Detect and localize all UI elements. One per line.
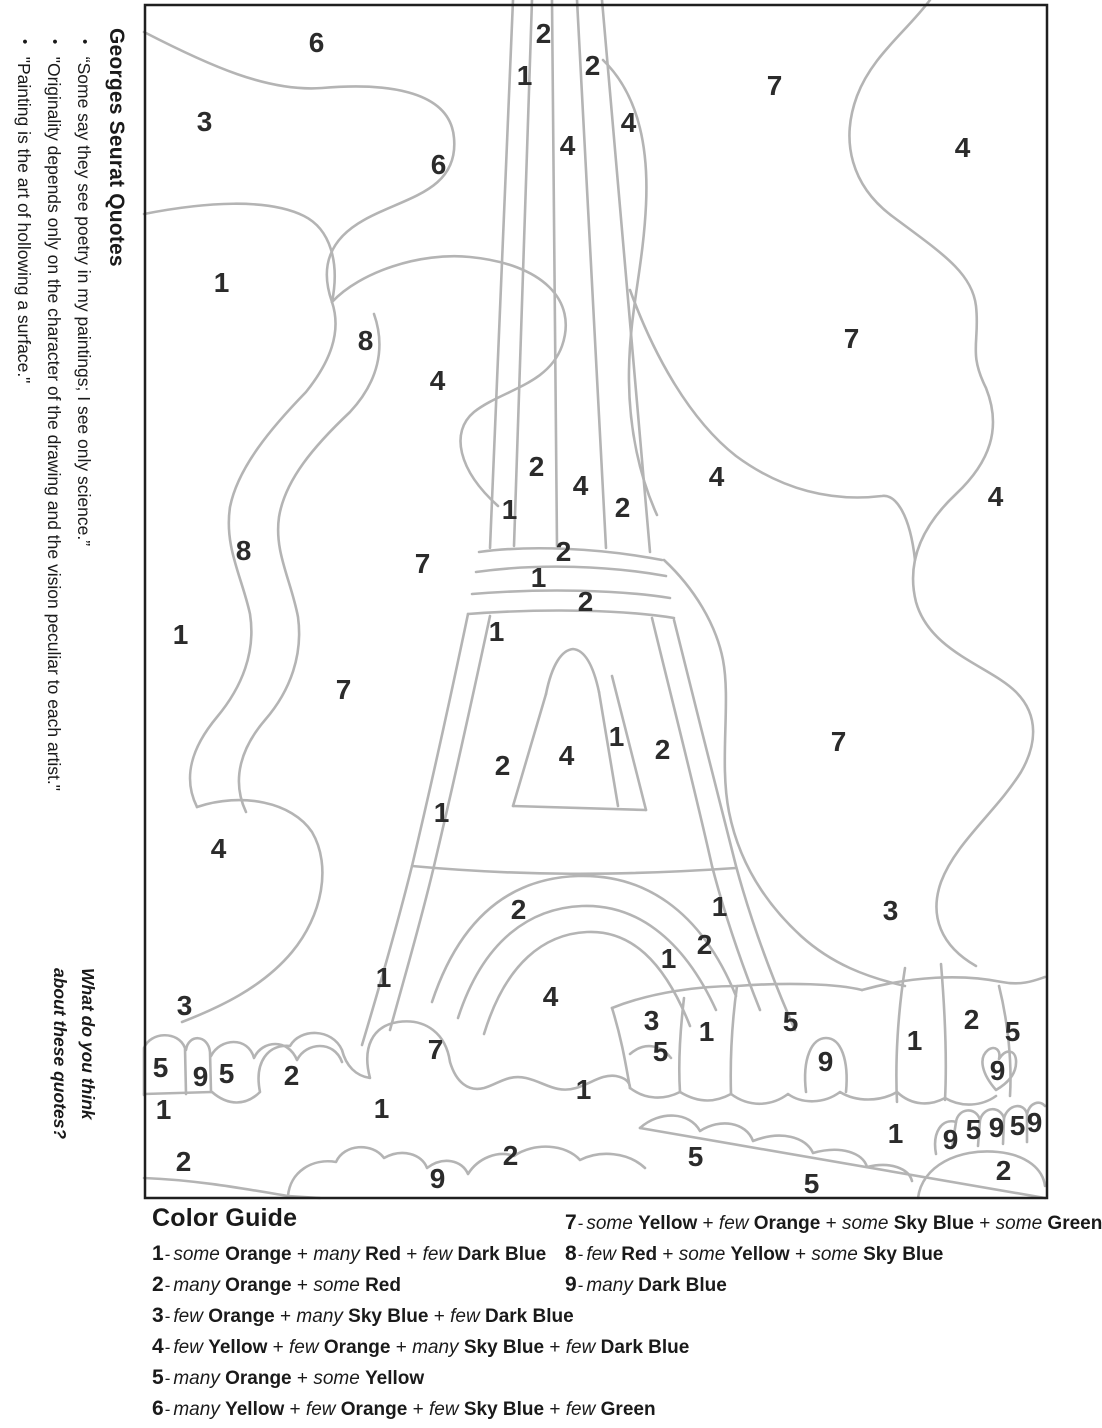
quantity-word: few (428, 1399, 459, 1420)
region-number-2: 2 (175, 1146, 191, 1177)
region-number-9: 9 (429, 1163, 445, 1194)
color-name: Dark Blue (600, 1337, 690, 1358)
window-apex (546, 649, 599, 694)
tower-right-sweep (664, 560, 905, 986)
window-left-side (513, 694, 546, 806)
plus-sign: + (979, 1213, 991, 1234)
cloud-upper-right-divider (630, 290, 915, 560)
bushes-center (288, 1147, 645, 1196)
region-number-4: 4 (559, 130, 575, 161)
region-number-1: 1 (887, 1118, 903, 1149)
quantity-word: many (412, 1337, 459, 1358)
color-name: Dark Blue (484, 1306, 574, 1327)
arch-arc-inner (484, 932, 690, 1034)
region-number-1: 1 (906, 1025, 922, 1056)
color-guide-item-dash: - (577, 1214, 584, 1233)
platform1-line-2 (476, 567, 666, 576)
region-number-2: 2 (528, 451, 544, 482)
color-name: Sky Blue (863, 1244, 944, 1265)
region-number-2: 2 (654, 734, 670, 765)
arch-arc-outer (432, 876, 736, 1002)
color-name: Sky Blue (893, 1213, 974, 1234)
region-number-1: 1 (488, 616, 504, 647)
region-number-3: 3 (176, 990, 192, 1021)
tree-cluster-top-right (862, 977, 1045, 990)
color-guide-item-number: 4 (152, 1335, 164, 1358)
color-guide-item-number: 2 (152, 1273, 164, 1296)
color-name: Sky Blue (348, 1306, 429, 1327)
color-name: Red (621, 1244, 658, 1265)
color-guide-item-number: 7 (565, 1211, 577, 1234)
region-number-2: 2 (696, 929, 712, 960)
region-number-8: 8 (235, 535, 251, 566)
tree-baseline-left (144, 1092, 212, 1094)
plus-sign: + (280, 1306, 292, 1327)
color-guide-item-number: 8 (565, 1242, 577, 1265)
quantity-word: many (586, 1275, 633, 1296)
color-guide-item-dash: - (164, 1369, 171, 1388)
region-number-2: 2 (555, 536, 571, 567)
cloud-right-s-curve (850, 0, 1034, 966)
quantity-word: few (173, 1306, 203, 1327)
quantity-word: some (313, 1368, 360, 1389)
color-name: Sky Blue (463, 1337, 545, 1358)
color-guide-item-dash: - (164, 1276, 171, 1295)
sidebar-title: Georges Seurat Quotes (105, 28, 128, 267)
color-guide-item-number: 1 (152, 1242, 164, 1265)
region-number-5: 5 (218, 1058, 234, 1089)
region-number-2: 2 (584, 50, 600, 81)
color-name: Sky Blue (463, 1399, 545, 1420)
region-number-1: 1 (660, 943, 676, 974)
color-name: Red (365, 1244, 401, 1265)
color-guide-item-dash: - (164, 1245, 171, 1264)
quantity-word: many (173, 1368, 220, 1389)
plus-sign: + (289, 1399, 301, 1420)
color-name: Orange (208, 1306, 275, 1327)
region-number-5: 5 (1004, 1016, 1020, 1047)
region-number-1: 1 (501, 494, 517, 525)
plus-sign: + (702, 1213, 714, 1234)
region-number-3: 3 (643, 1005, 659, 1036)
plus-sign: + (412, 1399, 424, 1420)
quote-3: • "Painting is the art of hollowing a surface." (13, 28, 34, 1208)
color-name: Orange (753, 1213, 821, 1234)
quantity-word: few (718, 1213, 749, 1234)
quantity-word: some (586, 1213, 633, 1234)
region-number-9: 9 (989, 1055, 1005, 1086)
region-number-1: 1 (433, 797, 449, 828)
plus-sign: + (296, 1368, 309, 1389)
color-guide-item-5 (152, 1366, 689, 1397)
region-number-1: 1 (575, 1074, 591, 1105)
region-number-2: 2 (995, 1155, 1011, 1186)
region-number-6: 6 (308, 27, 324, 58)
region-number-9: 9 (192, 1061, 208, 1092)
region-number-2: 2 (577, 586, 593, 617)
region-number-4: 4 (210, 833, 226, 864)
tree-cell-line-3 (731, 986, 737, 1094)
quote-2: • "Originality depends only on the character of the drawing and the vision peculiar to each artist." (43, 28, 64, 1208)
plus-sign: + (433, 1306, 445, 1327)
color-name: Green (600, 1399, 656, 1420)
color-guide (152, 1204, 1102, 1420)
tree-cell-line-4 (896, 968, 905, 1102)
color-name: Orange (323, 1337, 391, 1358)
quantity-word: few (289, 1337, 319, 1358)
plus-sign: + (395, 1337, 407, 1358)
region-number-9: 9 (942, 1124, 958, 1155)
quantity-word: many (173, 1275, 220, 1296)
region-number-2: 2 (502, 1140, 518, 1171)
plus-sign: + (549, 1399, 561, 1420)
color-name: Dark Blue (457, 1244, 547, 1265)
region-number-1: 1 (698, 1016, 714, 1047)
color-name: Yellow (638, 1213, 698, 1234)
color-guide-item-number: 3 (152, 1304, 164, 1327)
color-guide-item-dash: - (164, 1400, 171, 1419)
quantity-word: many (173, 1399, 220, 1420)
color-name: Yellow (225, 1399, 285, 1420)
region-number-7: 7 (766, 70, 782, 101)
region-number-7: 7 (414, 548, 430, 579)
cloud-divider (144, 204, 335, 302)
color-name: Orange (225, 1275, 292, 1296)
region-number-9: 9 (817, 1046, 833, 1077)
quantity-word: few (173, 1337, 203, 1358)
color-guide-item-4 (152, 1335, 689, 1366)
tower-spire-line-5 (602, 0, 650, 552)
region-number-7: 7 (335, 674, 351, 705)
plus-sign: + (296, 1244, 309, 1265)
tower-spire-line-4 (577, 0, 606, 548)
tree-cell-line-5 (941, 964, 946, 1100)
region-number-1: 1 (155, 1094, 171, 1125)
region-number-4: 4 (572, 470, 588, 501)
region-number-1: 1 (375, 962, 391, 993)
tower-spire-line-3 (552, 0, 557, 546)
region-number-5: 5 (652, 1036, 668, 1067)
region-number-6: 6 (430, 149, 446, 180)
region-number-4: 4 (542, 981, 558, 1012)
region-number-1: 1 (608, 721, 624, 752)
color-guide-column-2 (565, 1211, 1102, 1304)
river-band-left (190, 302, 336, 807)
quantity-word: some (995, 1213, 1043, 1234)
color-name: Green (1047, 1213, 1102, 1234)
region-number-4: 4 (954, 132, 970, 163)
question-line-1: What do you think (78, 968, 98, 1120)
quantity-word: some (811, 1244, 858, 1265)
region-number-5: 5 (965, 1114, 981, 1145)
tree-cell-line-2 (679, 998, 684, 1092)
plus-sign: + (272, 1337, 284, 1358)
quantity-word: few (565, 1399, 596, 1420)
color-name: Yellow (730, 1244, 790, 1265)
region-number-7: 7 (830, 726, 846, 757)
color-guide-item-8 (565, 1242, 1102, 1273)
region-number-2: 2 (614, 492, 630, 523)
region-number-1: 1 (516, 60, 532, 91)
color-guide-item-9 (565, 1273, 1102, 1304)
region-number-8: 8 (357, 325, 373, 356)
region-number-2: 2 (535, 18, 551, 49)
plus-sign: + (406, 1244, 418, 1265)
region-number-4: 4 (987, 481, 1003, 512)
region-number-4: 4 (429, 365, 445, 396)
color-guide-item-dash: - (164, 1307, 171, 1326)
question-line-2: about these quotes? (50, 968, 70, 1140)
region-number-1: 1 (711, 891, 727, 922)
region-number-7: 7 (427, 1034, 443, 1065)
quantity-word: few (586, 1244, 616, 1265)
color-guide-item-7 (565, 1211, 1102, 1242)
plus-sign: + (825, 1213, 837, 1234)
region-number-4: 4 (620, 107, 636, 138)
plus-sign: + (296, 1275, 309, 1296)
region-number-3: 3 (882, 895, 898, 926)
color-name: Yellow (208, 1337, 268, 1358)
region-number-1: 1 (213, 267, 229, 298)
plus-sign: + (549, 1337, 561, 1358)
region-number-5: 5 (803, 1168, 819, 1199)
region-number-1: 1 (172, 619, 188, 650)
quantity-word: some (678, 1244, 726, 1265)
color-name: Yellow (365, 1368, 425, 1389)
region-number-2: 2 (510, 894, 526, 925)
region-number-1: 1 (373, 1093, 389, 1124)
region-number-4: 4 (708, 461, 724, 492)
quote-1: • “Some say they see poetry in my paintings; I see only science.” (73, 28, 94, 1208)
quantity-word: few (565, 1337, 596, 1358)
quantity-word: some (173, 1244, 220, 1265)
quantity-word: few (305, 1399, 336, 1420)
region-number-5: 5 (1009, 1110, 1025, 1141)
color-name: Dark Blue (638, 1275, 727, 1296)
region-number-5: 5 (687, 1141, 703, 1172)
tower-spire-line-1 (490, 0, 513, 548)
color-guide-item-number: 9 (565, 1273, 577, 1296)
color-guide-item-number: 6 (152, 1397, 164, 1420)
region-number-1: 1 (530, 562, 546, 593)
quantity-word: many (313, 1244, 360, 1265)
region-number-9: 9 (988, 1112, 1004, 1143)
color-name: Orange (225, 1368, 292, 1389)
quantity-word: some (841, 1213, 889, 1234)
region-number-7: 7 (843, 323, 859, 354)
region-number-9: 9 (1026, 1107, 1042, 1138)
color-name: Orange (340, 1399, 408, 1420)
color-guide-item-dash: - (577, 1276, 584, 1295)
quantity-word: many (296, 1306, 343, 1327)
quantity-word: few (450, 1306, 480, 1327)
bushes-right (640, 1116, 912, 1181)
window-bottom (513, 806, 646, 810)
color-guide-item-dash: - (577, 1245, 584, 1264)
region-number-4: 4 (558, 740, 574, 771)
plus-sign: + (794, 1244, 807, 1265)
plus-sign: + (662, 1244, 674, 1265)
region-number-2: 2 (494, 750, 510, 781)
frame-border (145, 5, 1047, 1198)
color-name: Orange (225, 1244, 292, 1265)
bush-dome-bottom-right (918, 1151, 1045, 1198)
region-number-3: 3 (196, 106, 212, 137)
color-guide-item-6 (152, 1397, 689, 1428)
blob-bottom-left (182, 800, 322, 1022)
color-guide-item-3 (152, 1304, 689, 1335)
treetop-line (212, 1021, 630, 1105)
region-number-2: 2 (283, 1060, 299, 1091)
color-guide-item-number: 5 (152, 1366, 164, 1389)
platform2-line (412, 866, 736, 874)
region-number-5: 5 (152, 1052, 168, 1083)
color-name: Red (365, 1275, 401, 1296)
quantity-word: some (313, 1275, 360, 1296)
platform1-line-3 (472, 591, 670, 598)
region-number-2: 2 (963, 1004, 979, 1035)
quantity-word: few (422, 1244, 453, 1265)
treetop-scallops-right (630, 1088, 996, 1105)
region-number-5: 5 (782, 1006, 798, 1037)
color-guide-title: Color Guide (152, 1204, 298, 1232)
color-guide-item-dash: - (164, 1338, 171, 1357)
